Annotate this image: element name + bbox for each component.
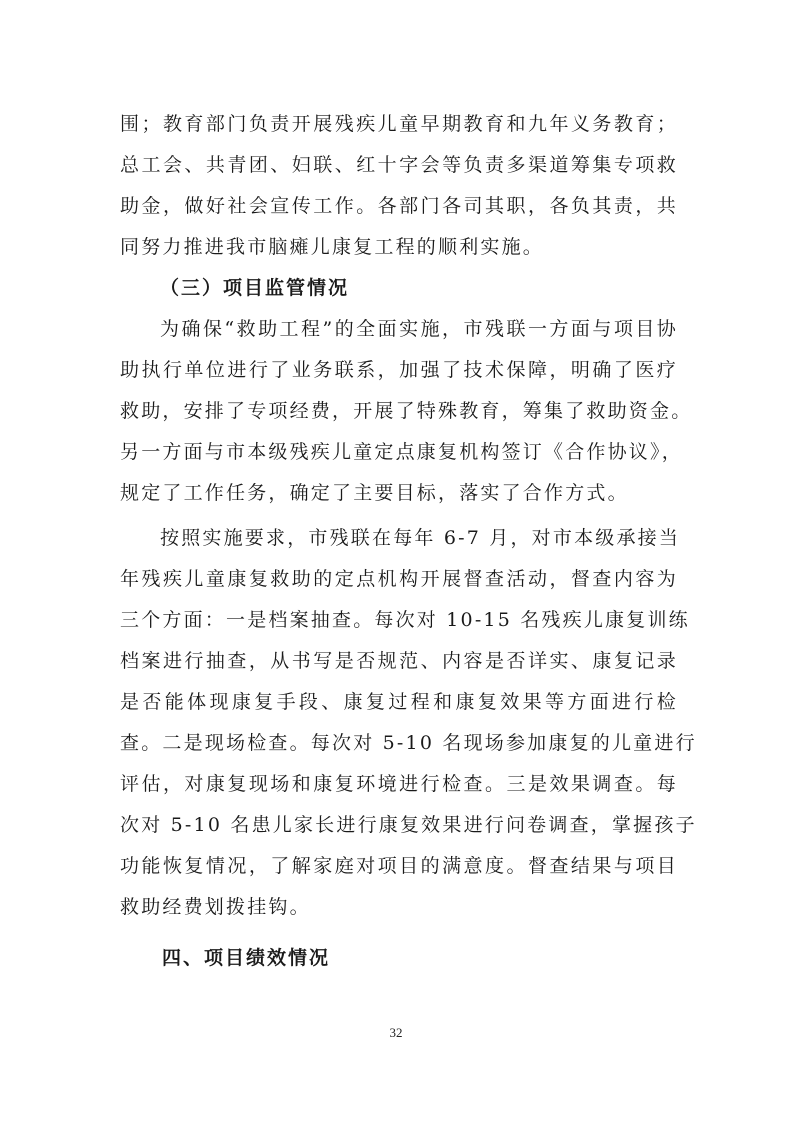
text-line: 围；教育部门负责开展残疾儿童早期教育和九年义务教育；	[120, 113, 678, 135]
text-line: 次对 5-10 名患儿家长进行康复效果进行问卷调查，掌握孩子	[120, 814, 697, 836]
text-line: 总工会、共青团、妇联、红十字会等负责多渠道筹集专项救	[120, 154, 678, 176]
text-line: 助金，做好社会宣传工作。各部门各司其职，各负其责，共	[120, 195, 678, 217]
paragraph-departments	[120, 104, 678, 268]
paragraph-inspection	[120, 518, 697, 928]
page-number: 32	[389, 1025, 403, 1040]
paragraph-supervision	[120, 309, 693, 514]
text-line: 三个方面：一是档案抽查。每次对 10-15 名残疾儿康复训练	[120, 609, 690, 631]
text-line: 年残疾儿童康复救助的定点机构开展督查活动，督查内容为	[120, 568, 678, 590]
text-line: 规定了工作任务，确定了主要目标，落实了合作方式。	[120, 482, 629, 504]
text-line: 为确保“救助工程”的全面实施，市残联一方面与项目协	[160, 318, 678, 340]
text-line: 另一方面与市本级残疾儿童定点康复机构签订《合作协议》，	[120, 441, 683, 463]
document-page	[120, 104, 697, 979]
text-line: 同努力推进我市脑瘫儿康复工程的顺利实施。	[120, 236, 545, 258]
text-line: 评估，对康复现场和康复环境进行检查。三是效果调查。每	[120, 773, 678, 795]
text-line: 救助经费划拨挂钩。	[120, 896, 311, 918]
text-line: 是否能体现康复手段、康复过程和康复效果等方面进行检	[120, 691, 678, 713]
text-line: 档案进行抽查，从书写是否规范、内容是否详实、康复记录	[120, 650, 678, 672]
text-line: 助执行单位进行了业务联系，加强了技术保障，明确了医疗	[120, 359, 678, 381]
text-line: 救助，安排了专项经费，开展了特殊教育，筹集了救助资金。	[120, 400, 693, 422]
section-heading-supervision: （三）项目监管情况	[160, 277, 350, 299]
section-heading-performance: 四、项目绩效情况	[162, 947, 331, 969]
text-line: 按照实施要求，市残联在每年 6-7 月，对市本级承接当	[160, 527, 681, 549]
text-line: 功能恢复情况，了解家庭对项目的满意度。督查结果与项目	[120, 855, 678, 877]
text-line: 查。二是现场检查。每次对 5-10 名现场参加康复的儿童进行	[120, 732, 697, 754]
